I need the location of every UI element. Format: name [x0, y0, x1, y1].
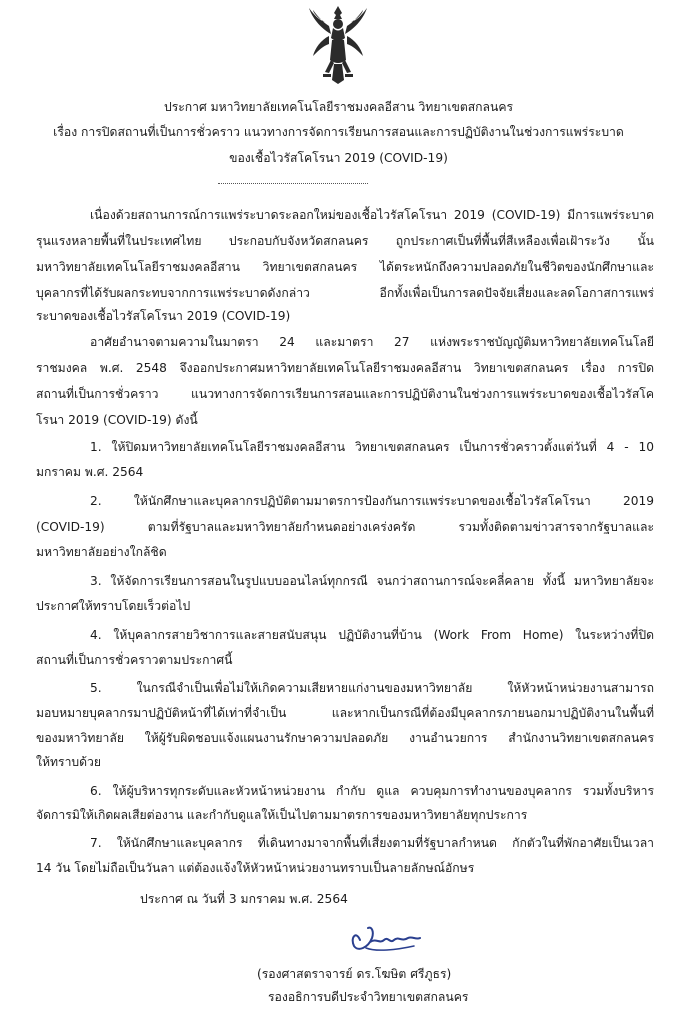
item-6-line-1: 6. ให้ผู้บริหารทุกระดับและหัวหน้าหน่วยงาน กำกับ ดูแล ควบคุมการทำงานของบุคลากร รวมทั้งบริหาร: [90, 784, 654, 798]
signer-title: รองอธิการบดีประจำวิทยาเขตสกลนคร: [268, 990, 469, 1004]
item-7-line-2: 14 วัน โดยไม่ถือเป็นวันลา แต่ต้องแจ้งให้หัวหน้าหน่วยงานทราบเป็นลายลักษณ์อักษร: [36, 861, 475, 875]
paragraph-1-line-1: เนื่องด้วยสถานการณ์การแพร่ระบาดระลอกใหม่ของเชื้อไวรัสโคโรนา 2019 (COVID-19) มีการแพร่ระบาด: [90, 208, 654, 222]
handwritten-signature: [346, 918, 428, 958]
paragraph-2-line-3: สถานที่เป็นการชั่วคราว แนวทางการจัดการเรียนการสอนและการปฏิบัติงานในช่วงการแพร่ระบาดของเชื้อไวรัสโค: [36, 387, 654, 401]
item-2-line-1: 2. ให้นักศึกษาและบุคลากรปฏิบัติตามมาตรการป้องกันการแพร่ระบาดของเชื้อไวรัสโคโรนา 2019: [90, 494, 654, 508]
item-3-line-2: ประกาศให้ทราบโดยเร็วต่อไป: [36, 599, 191, 613]
paragraph-1-line-4: บุคลากรที่ได้รับผลกระทบจากการแพร่ระบาดดังกล่าว อีกทั้งเพื่อเป็นการลดปัจจัยเสี่ยงและลดโอกาสการแพร่: [36, 286, 654, 300]
item-2-line-2: (COVID-19) ตามที่รัฐบาลและมหาวิทยาลัยกำหนดอย่างเคร่งครัด รวมทั้งติดตามข่าวสารจากรัฐบาลและ: [36, 520, 654, 534]
item-5-line-4: ให้ทราบด้วย: [36, 755, 102, 769]
paragraph-1-line-3: มหาวิทยาลัยเทคโนโลยีราชมงคลอีสาน วิทยาเขตสกลนคร ได้ตระหนักถึงความปลอดภัยในชีวิตของนักศึกษาและ: [36, 260, 654, 274]
item-5-line-2: มอบหมายบุคลากรมาปฏิบัติหน้าที่ได้เท่าที่จำเป็น และหากเป็นกรณีที่ต้องมีบุคลากรภายนอกมาปฏิบัติงานในพื้นที่: [36, 706, 654, 720]
item-3-line-1: 3. ให้จัดการเรียนการสอนในรูปแบบออนไลน์ทุกกรณี จนกว่าสถานการณ์จะคลี่คลาย ทั้งนี้ มหาวิทยาลัยจะ: [90, 574, 654, 588]
header-line-1: ประกาศ มหาวิทยาลัยเทคโนโลยีราชมงคลอีสาน วิทยาเขตสกลนคร: [163, 100, 514, 114]
header-separator: [218, 183, 368, 184]
garuda-emblem-icon: [307, 4, 369, 86]
item-6-line-2: จัดการมิให้เกิดผลเสียต่องาน และกำกับดูแลให้เป็นไปตามมาตรการของมหาวิทยาลัยทุกประการ: [36, 808, 528, 822]
item-7-line-1: 7. ให้นักศึกษาและบุคลากร ที่เดินทางมาจากพื้นที่เสี่ยงตามที่รัฐบาลกำหนด กักตัวในที่พักอาศัยเป็นเวลา: [90, 836, 654, 850]
paragraph-1-line-2: รุนแรงหลายพื้นที่ในประเทศไทย ประกอบกับจังหวัดสกลนคร ถูกประกาศเป็นที่พื้นที่สีเหลืองเพื่อเฝ้าระวัง นั้น: [36, 234, 654, 248]
signer-name: (รองศาสตราจารย์ ดร.โฆษิต ศรีภูธร): [257, 967, 452, 981]
item-1-line-2: มกราคม พ.ศ. 2564: [36, 465, 144, 479]
item-2-line-3: มหาวิทยาลัยอย่างใกล้ชิด: [36, 545, 167, 559]
paragraph-1-line-5: ระบาดของเชื้อไวรัสโคโรนา 2019 (COVID-19): [36, 309, 291, 323]
paragraph-2-line-2: ราชมงคล พ.ศ. 2548 จึงออกประกาศมหาวิทยาลัยเทคโนโลยีราชมงคลอีสาน วิทยาเขตสกลนคร เรื่อง การปิด: [36, 361, 654, 375]
item-1-line-1: 1. ให้ปิดมหาวิทยาลัยเทคโนโลยีราชมงคลอีสาน วิทยาเขตสกลนคร เป็นการชั่วคราวตั้งแต่วันที่ 4 - 10: [90, 440, 654, 454]
item-5-line-3: ของมหาวิทยาลัย ให้ผู้รับผิดชอบแจ้งแผนงานรักษาความปลอดภัย งานอำนวยการ สำนักงานวิทยาเขตสกลนคร: [36, 731, 654, 745]
header-line-2: เรื่อง การปิดสถานที่เป็นการชั่วคราว แนวทางการจัดการเรียนการสอนและการปฏิบัติงานในช่วงการแพร่ระบาด: [53, 125, 624, 139]
paragraph-2-line-1: อาศัยอำนาจตามความในมาตรา 24 และมาตรา 27 แห่งพระราชบัญญัติมหาวิทยาลัยเทคโนโลยี: [90, 335, 654, 349]
item-4-line-1: 4. ให้บุคลากรสายวิชาการและสายสนับสนุน ปฏิบัติงานที่บ้าน (Work From Home) ในระหว่างที่ปิด: [90, 628, 654, 642]
paragraph-2-line-4: โรนา 2019 (COVID-19) ดังนี้: [36, 413, 198, 427]
announce-date: ประกาศ ณ วันที่ 3 มกราคม พ.ศ. 2564: [140, 892, 348, 906]
item-5-line-1: 5. ในกรณีจำเป็นเพื่อไม่ให้เกิดความเสียหายแก่งานของมหาวิทยาลัย ให้หัวหน้าหน่วยงานสามารถ: [90, 681, 654, 695]
item-4-line-2: สถานที่เป็นการชั่วคราวตามประกาศนี้: [36, 653, 233, 667]
header-line-3: ของเชื้อไวรัสโคโรนา 2019 (COVID-19): [229, 151, 448, 165]
